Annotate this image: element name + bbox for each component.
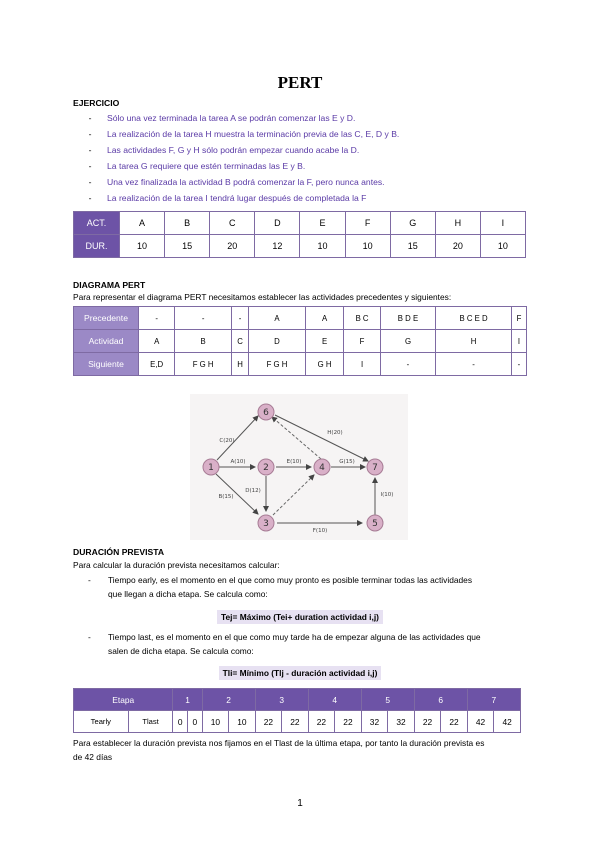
node-label: 7: [372, 463, 378, 473]
table-cell: 10: [120, 235, 165, 258]
table-cell: B D E: [380, 307, 436, 330]
table-cell: I: [480, 212, 525, 235]
durations-table: [73, 211, 526, 258]
table-cell: 10: [202, 711, 229, 733]
bullet-dash: -: [88, 632, 91, 642]
table-cell: 22: [308, 711, 335, 733]
table-cell: F: [345, 212, 390, 235]
table-cell: B C: [344, 307, 380, 330]
table-cell: F G H: [249, 353, 306, 376]
table-cell: 22: [441, 711, 468, 733]
early-text-1: Tiempo early, es el momento en el que como muy pronto es posible terminar todas las actividades: [108, 575, 473, 585]
table-cell: G H: [305, 353, 344, 376]
act-label: ACT.: [74, 212, 120, 235]
table-cell: -: [139, 307, 175, 330]
table-cell: F: [511, 307, 526, 330]
edge-label: G(15): [339, 459, 355, 465]
table-cell: H: [231, 353, 248, 376]
table-cell: 32: [361, 711, 388, 733]
table-cell: A: [249, 307, 306, 330]
row-label: Siguiente: [74, 353, 139, 376]
table-cell: 22: [414, 711, 441, 733]
early-formula: Tej= Máximo (Tei+ duration actividad i,j): [0, 612, 600, 622]
conclusion-line-1: Para establecer la duración prevista nos fijamos en el Tlast de la última etapa, por tanto la duración prevista es: [73, 738, 485, 748]
edge-label: B(15): [218, 494, 234, 500]
tlast-label: Tlast: [128, 711, 173, 733]
edge-label: C(20): [219, 438, 235, 444]
table-cell: I: [344, 353, 380, 376]
table-cell: A: [139, 330, 175, 353]
ejercicio-heading: EJERCICIO: [73, 98, 120, 108]
table-cell: I: [511, 330, 526, 353]
table-row: [74, 330, 527, 353]
page-number: 1: [297, 798, 303, 809]
table-cell: 22: [335, 711, 362, 733]
table-cell: 10: [300, 235, 345, 258]
table-cell: 20: [435, 235, 480, 258]
node-label: 6: [263, 408, 269, 418]
table-cell: 15: [390, 235, 435, 258]
table-row: [74, 711, 521, 733]
table-cell: 22: [255, 711, 282, 733]
table-row: [74, 212, 526, 235]
etapa-label: Etapa: [74, 689, 173, 711]
stage-header: 6: [414, 689, 467, 711]
edge-label: E(10): [286, 459, 302, 465]
stage-header: 4: [308, 689, 361, 711]
table-row: [74, 235, 526, 258]
table-cell: -: [175, 307, 232, 330]
table-cell: H: [435, 212, 480, 235]
table-cell: B: [165, 212, 210, 235]
table-cell: 0: [188, 711, 203, 733]
pert-diagram: [190, 394, 408, 540]
table-cell: -: [436, 353, 512, 376]
table-cell: E: [305, 330, 344, 353]
table-cell: -: [231, 307, 248, 330]
table-row: [74, 307, 527, 330]
edge-label: F(10): [312, 528, 328, 534]
stage-header: 3: [255, 689, 308, 711]
table-cell: B: [175, 330, 232, 353]
last-text-1: Tiempo last, es el momento en el que como muy tarde ha de empezar alguna de las actividades que: [108, 632, 481, 642]
table-cell: G: [390, 212, 435, 235]
duracion-intro: Para calcular la duración prevista necesitamos calcular:: [73, 560, 280, 570]
table-cell: 15: [165, 235, 210, 258]
edge-label: I(10): [380, 492, 394, 498]
list-item: - La tarea G requiere que estén terminadas las E y B.: [88, 161, 306, 171]
table-cell: C: [231, 330, 248, 353]
list-item: - La realización de la tarea H muestra la terminación previa de las C, E, D y B.: [88, 129, 400, 139]
table-cell: A: [305, 307, 344, 330]
node-label: 2: [263, 463, 269, 473]
early-text-2: que llegan a dicha etapa. Se calcula como:: [108, 589, 268, 599]
row-label: Precedente: [74, 307, 139, 330]
table-cell: D: [255, 212, 300, 235]
table-cell: H: [436, 330, 512, 353]
edge-label: D(12): [245, 488, 261, 494]
table-cell: F: [344, 330, 380, 353]
stage-header: 5: [361, 689, 414, 711]
table-cell: E,D: [139, 353, 175, 376]
table-cell: 22: [282, 711, 309, 733]
stage-header: 1: [173, 689, 202, 711]
node-label: 4: [319, 463, 325, 473]
ejercicio-list: [73, 110, 399, 206]
row-label: Actividad: [74, 330, 139, 353]
table-cell: A: [120, 212, 165, 235]
table-cell: 42: [467, 711, 494, 733]
list-item: - Las actividades F, G y H sólo podrán empezar cuando acabe la D.: [88, 145, 360, 155]
table-cell: D: [249, 330, 306, 353]
table-cell: C: [210, 212, 255, 235]
diagrama-heading: DIAGRAMA PERT: [73, 280, 146, 290]
edge-label: H(20): [327, 430, 343, 436]
table-cell: 10: [229, 711, 256, 733]
table-cell: 32: [388, 711, 415, 733]
conclusion-line-2: de 42 días: [73, 752, 113, 762]
last-text-2: salen de dicha etapa. Se calcula como:: [108, 646, 254, 656]
list-item: - La realización de la tarea I tendrá lugar después de completada la F: [88, 193, 367, 203]
node-label: 1: [208, 463, 214, 473]
table-cell: 12: [255, 235, 300, 258]
table-cell: 10: [480, 235, 525, 258]
bullet-dash: -: [88, 575, 91, 585]
duracion-heading: DURACIÓN PREVISTA: [73, 547, 165, 557]
edge-label: A(10): [230, 459, 246, 465]
table-cell: E: [300, 212, 345, 235]
table-cell: 10: [345, 235, 390, 258]
dur-label: DUR.: [74, 235, 120, 258]
precedence-table: [73, 306, 527, 376]
table-cell: 42: [494, 711, 521, 733]
node-label: 3: [263, 519, 269, 529]
list-item: - Una vez finalizada la actividad B podrá comenzar la F, pero nunca antes.: [88, 177, 385, 187]
diagrama-intro: Para representar el diagrama PERT necesitamos establecer las actividades precedentes y siguientes:: [73, 292, 452, 302]
table-cell: B C E D: [436, 307, 512, 330]
node-label: 5: [372, 519, 378, 529]
table-row: [74, 689, 521, 711]
table-cell: -: [511, 353, 526, 376]
tearly-label: Tearly: [74, 711, 129, 733]
page-title: PERT: [277, 73, 323, 92]
table-cell: F G H: [175, 353, 232, 376]
table-cell: 20: [210, 235, 255, 258]
stage-header: 2: [202, 689, 255, 711]
list-item: - Sólo una vez terminada la tarea A se podrán comenzar las E y D.: [88, 113, 356, 123]
last-formula: Tli= Mínimo (Tlj - duración actividad i,j): [0, 668, 600, 678]
table-row: [74, 353, 527, 376]
table-cell: -: [380, 353, 436, 376]
table-cell: 0: [173, 711, 188, 733]
etapas-table: [73, 688, 521, 733]
stage-header: 7: [467, 689, 520, 711]
table-cell: G: [380, 330, 436, 353]
